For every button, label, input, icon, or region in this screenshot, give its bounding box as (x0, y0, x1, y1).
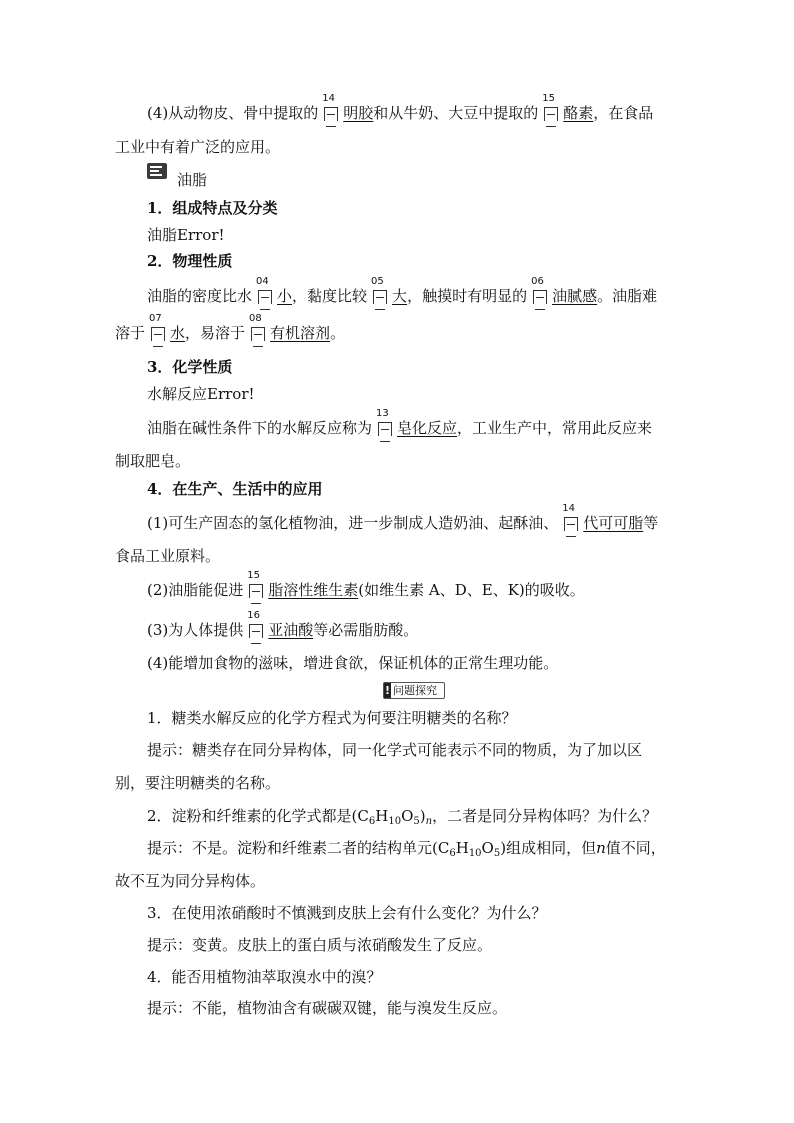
physical-line-1: 油脂的密度比水 04 小，黏度比较 05 大，触摸时有明显的 06 油腻感。油脂难 (147, 286, 657, 306)
heading-physical: 2．物理性质 (147, 252, 233, 270)
problem-explore-badge: ! 问题探究 (383, 682, 445, 699)
blank-box: 14 (562, 513, 582, 531)
blank-box: 13 (376, 418, 396, 436)
answer-linoleic-acid: 亚油酸 (268, 621, 314, 639)
saponification-line-2: 制取肥皂。 (115, 452, 191, 470)
heading-chemical: 3．化学性质 (147, 358, 233, 376)
oil-error-line: 油脂Error! (147, 226, 225, 244)
application-1-line-2: 食品工业原料。 (115, 547, 221, 565)
blank-box: 08 (249, 323, 269, 341)
blank-box: 15 (247, 580, 267, 598)
application-2: (2)油脂能促进 15 脂溶性维生素(如维生素 A、D、E、K)的吸收。 (147, 580, 585, 600)
question-3: 3．在使用浓硝酸时不慎溅到皮肤上会有什么变化？为什么？ (147, 904, 547, 922)
exclamation-icon: ! (384, 684, 391, 697)
section-list-icon (147, 163, 167, 179)
physical-line-2: 溶于 07 水，易溶于 08 有机溶剂。 (115, 323, 345, 343)
answer-large: 大 (392, 287, 408, 305)
answer-1-line-2: 别，要注明糖类的名称。 (115, 774, 281, 792)
blank-box: 05 (371, 286, 391, 304)
blank-box: 16 (247, 620, 267, 638)
application-4: (4)能增加食物的滋味，增进食欲，保证机体的正常生理功能。 (147, 654, 559, 672)
answer-1-line-1: 提示：糖类存在同分异构体，同一化学式可能表示不同的物质，为了加以区 (147, 741, 643, 759)
answer-3: 提示：变黄。皮肤上的蛋白质与浓硝酸发生了反应。 (147, 936, 493, 954)
answer-cocoa-butter-substitute: 代可可脂 (583, 514, 644, 532)
blank-box: 06 (531, 286, 551, 304)
answer-small: 小 (277, 287, 293, 305)
saponification-line-1: 油脂在碱性条件下的水解反应称为 13 皂化反应，工业生产中，常用此反应来 (147, 418, 652, 438)
answer-2-line-2: 故不互为同分异构体。 (115, 872, 266, 890)
answer-water: 水 (170, 324, 186, 342)
question-2: 2．淀粉和纤维素的化学式都是$(C_6H_{10}O_5)_n$，二者是同分异构体吗？为什么？ (147, 807, 658, 827)
answer-greasy: 油腻感 (552, 287, 598, 305)
blank-box: 15 (542, 103, 562, 121)
protein-use-line-1: (4)从动物皮、骨中提取的 14 明胶和从牛奶、大豆中提取的 15 酪素，在食品 (147, 103, 653, 123)
protein-use-line-2: 工业中有着广泛的应用。 (115, 138, 281, 156)
answer-2-line-1: 提示：不是。淀粉和纤维素二者的结构单元$(C_6H_{10}O_5)$组成相同，但n值不同， (147, 839, 666, 859)
answer-4: 提示：不能，植物油含有碳碳双键，能与溴发生反应。 (147, 999, 508, 1017)
blank-box: 07 (149, 323, 169, 341)
section-title-oil: 油脂 (177, 171, 208, 189)
answer-saponification: 皂化反应 (397, 419, 458, 437)
blank-box: 04 (256, 286, 276, 304)
blank-box: 14 (322, 103, 342, 121)
question-1: 1．糖类水解反应的化学方程式为何要注明糖类的名称？ (147, 709, 517, 727)
answer-organic-solvent: 有机溶剂 (270, 324, 331, 342)
heading-application: 4．在生产、生活中的应用 (147, 480, 323, 498)
answer-casein: 酪素 (563, 104, 594, 122)
application-1-line-1: (1)可生产固态的氢化植物油，进一步制成人造奶油、起酥油、 14 代可可脂等 (147, 513, 658, 533)
application-3: (3)为人体提供 16 亚油酸等必需脂肪酸。 (147, 620, 418, 640)
question-4: 4．能否用植物油萃取溴水中的溴？ (147, 968, 382, 986)
hydrolysis-error-line: 水解反应Error! (147, 385, 255, 403)
answer-fat-soluble-vitamins: 脂溶性维生素 (268, 581, 359, 599)
heading-composition: 1．组成特点及分类 (147, 199, 278, 217)
answer-gelatin: 明胶 (343, 104, 374, 122)
